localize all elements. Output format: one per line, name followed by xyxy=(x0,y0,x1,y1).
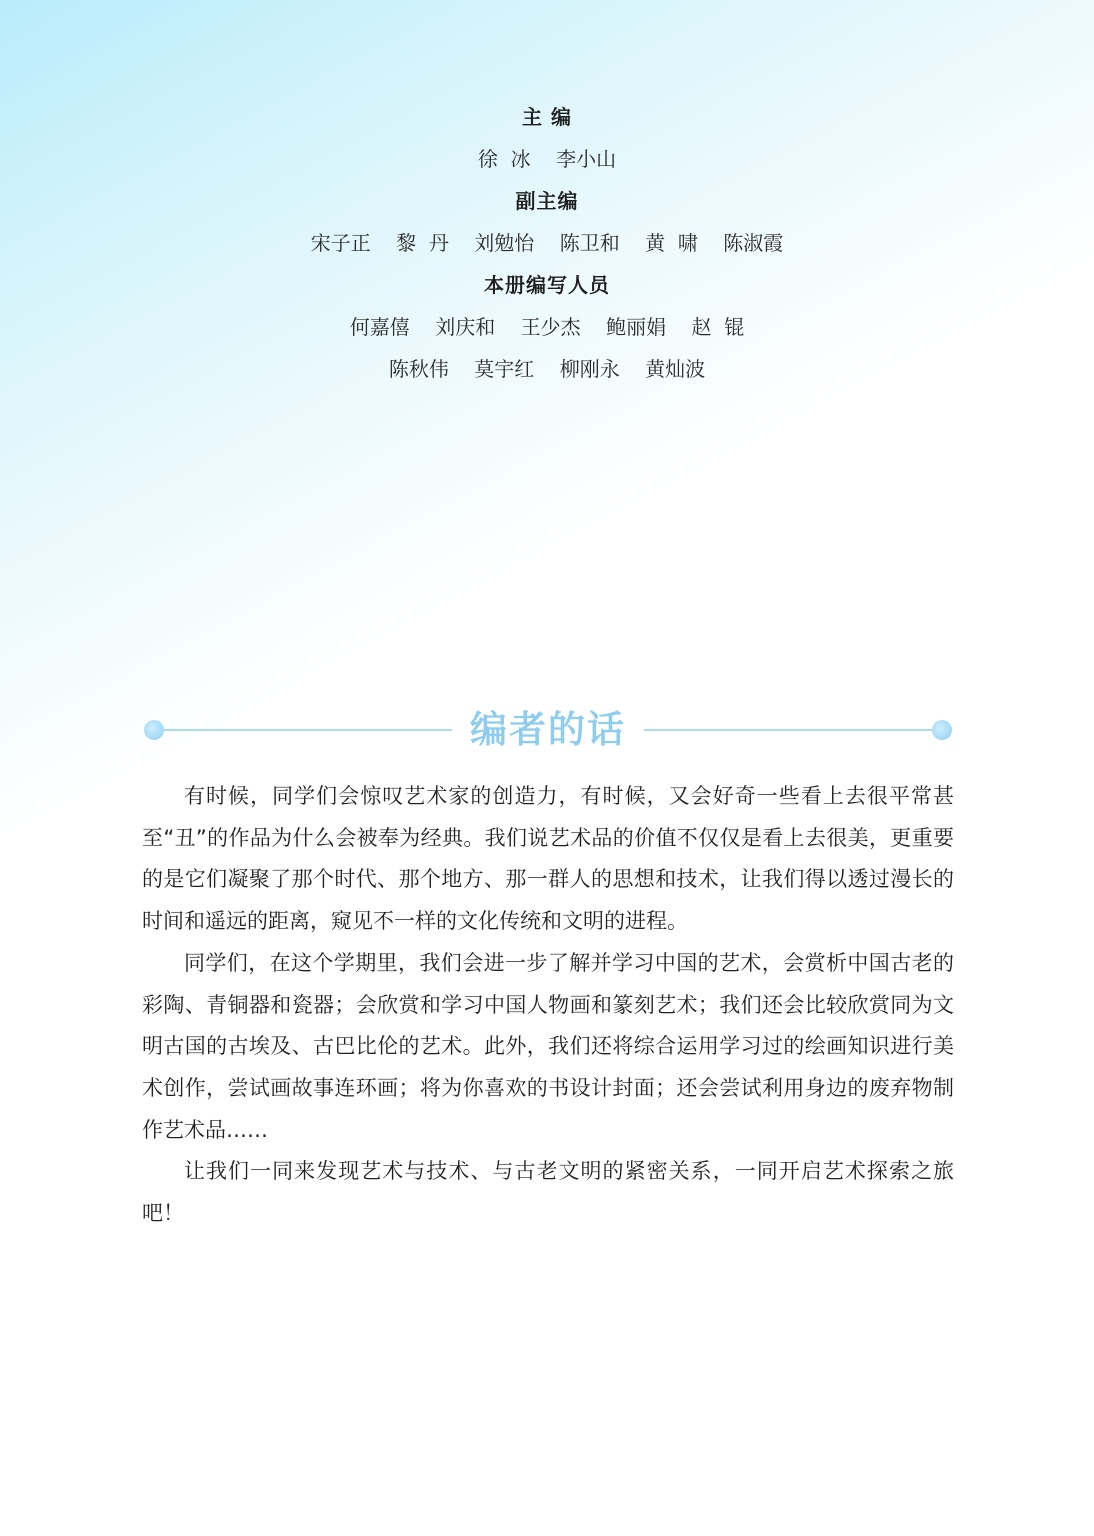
preface-title: 编者的话 xyxy=(470,708,626,751)
preface-header xyxy=(142,704,954,756)
volume-writers-heading: 本册编写人员 xyxy=(484,273,610,297)
right-bullet-dot-icon xyxy=(932,720,952,740)
chief-editor-names: 徐 冰 李小山 xyxy=(477,147,617,171)
deputy-editor-names: 宋子正 黎 丹 刘勉怡 陈卫和 黄 啸 陈淑霞 xyxy=(310,231,784,255)
deputy-editor-heading: 副主编 xyxy=(515,189,579,213)
volume-writers-names-line-1: 何嘉僖 刘庆和 王少杰 鲍丽娟 赵 锟 xyxy=(349,315,745,339)
chief-editor-heading: 主 编 xyxy=(522,105,572,129)
preface-body xyxy=(142,776,954,1235)
preface-paragraph: 让我们一同来发现艺术与技术、与古老文明的紧密关系，一同开启艺术探索之旅吧！ xyxy=(142,1159,954,1226)
preface-paragraph: 同学们，在这个学期里，我们会进一步了解并学习中国的艺术，会赏析中国古老的彩陶、青铜器和瓷器；会欣赏和学习中国人物画和篆刻艺术；我们还会比较欣赏同为文明古国的古埃及、古巴比伦的艺术。此外，我们还将综合运用学习过的绘画知识进行美术创作，尝试画故事连环画；将为你喜欢的书设计封面；还会尝试利用身边的废弃物制作艺术品…… xyxy=(142,950,954,1142)
preface-paragraph: 有时候，同学们会惊叹艺术家的创造力，有时候，又会好奇一些看上去很平常甚至“丑”的作品为什么会被奉为经典。我们说艺术品的价值不仅仅是看上去很美，更重要的是它们凝聚了那个时代、那个地方、那一群人的思想和技术，让我们得以透过漫长的时间和遥远的距离，窥见不一样的文化传统和文明的进程。 xyxy=(142,784,954,934)
editorial-credits xyxy=(0,96,1094,390)
volume-writers-names-line-2: 陈秋伟 莫宇红 柳刚永 黄灿波 xyxy=(388,357,706,381)
right-divider-line xyxy=(644,729,934,731)
